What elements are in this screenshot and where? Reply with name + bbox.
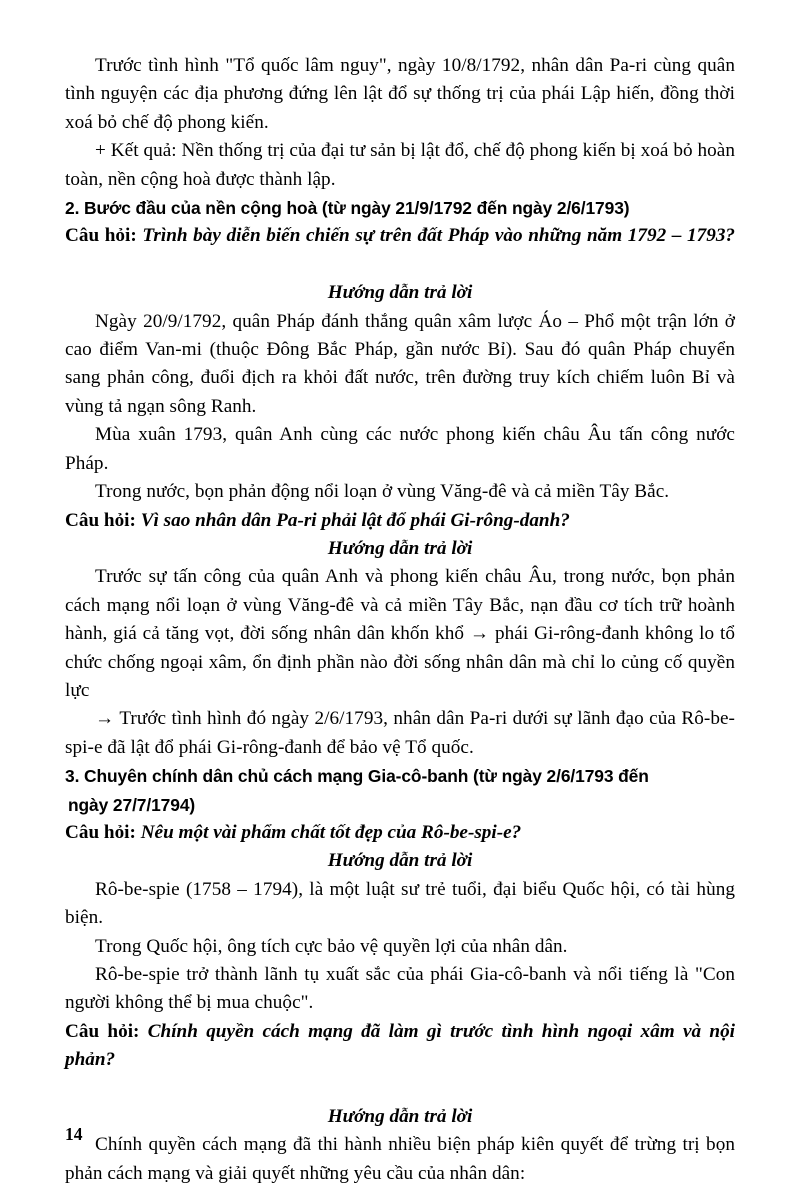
question-text: Trình bày diễn biến chiến sự trên đất Pháp vào những năm 1792 – 1793? <box>142 225 736 247</box>
paragraph-6: Trước sự tấn công của quân Anh và phong kiến châu Âu, trong nước, bọn phản cách mạng nổi loạn ở vùng Văng-đê và cả miền Tây Bắc, nạn đầu cơ tích trữ hoành hành, giá cả tăng vọt, đời sống nhân dân khốn khổ → phái Gi-rông-đanh không lo tổ chức chống ngoại xâm, ổn định phần nào đời sống nhân dân mà chỉ lo củng cố quyền lực <box>65 566 735 701</box>
question-3 <box>65 819 735 847</box>
paragraph-8: Rô-be-spie (1758 – 1794), là một luật sư trẻ tuổi, đại biểu Quốc hội, có tài hùng biện. <box>65 878 735 929</box>
section-heading-3 <box>65 762 735 790</box>
question-1 <box>65 222 735 279</box>
guide-label-2: Hướng dẫn trả lời <box>327 537 473 559</box>
question-text: Nêu một vài phẩm chất tốt đẹp của Rô-be-spi-e? <box>140 821 522 843</box>
guide-label-4: Hướng dẫn trả lời <box>327 1106 473 1128</box>
paragraph-9: Trong Quốc hội, ông tích cực bảo vệ quyền lợi của nhân dân. <box>95 935 568 957</box>
guide-label-1: Hướng dẫn trả lời <box>327 282 473 304</box>
paragraph-5: Trong nước, bọn phản động nổi loạn ở vùng Văng-đê và cả miền Tây Bắc. <box>95 481 670 503</box>
paragraph-2: + Kết quả: Nền thống trị của đại tư sản bị lật đổ, chế độ phong kiến bị xoá bỏ hoàn toàn, nền cộng hoà được thành lập. <box>65 140 735 190</box>
section-heading-3-line2: ngày 27/7/1794) <box>68 794 196 815</box>
question-4 <box>65 1018 735 1103</box>
section-heading-2: 2. Bước đầu của nền cộng hoà (từ ngày 21/9/1792 đến ngày 2/6/1793) <box>65 198 630 219</box>
guide-label-3: Hướng dẫn trả lời <box>327 850 473 872</box>
question-label: Câu hỏi: <box>65 1020 140 1042</box>
section-heading-3-continuation <box>65 791 735 819</box>
question-text: Vì sao nhân dân Pa-ri phải lật đổ phái Gi-rông-danh? <box>140 509 570 531</box>
section-heading-3-line1: 3. Chuyên chính dân chủ cách mạng Gia-cô-banh (từ ngày 2/6/1793 đến <box>65 766 649 787</box>
paragraph-10: Rô-be-spie trở thành lãnh tụ xuất sắc của phái Gia-cô-banh và nổi tiếng là "Con người không thể bị mua chuộc". <box>65 964 735 1014</box>
question-2 <box>65 507 735 535</box>
paragraph-3: Ngày 20/9/1792, quân Pháp đánh thắng quân xâm lược Áo – Phổ một trận lớn ở cao điểm Van-mi (thuộc Đông Bắc Pháp, gần nước Bỉ). Sau đó quân Pháp chuyển sang phản công, đuổi địch ra khỏi đất nước, trên đường truy kích chiếm luôn Bỉ và vùng tả ngạn sông Ranh. <box>65 310 735 417</box>
paragraph-11: Chính quyền cách mạng đã thi hành nhiều biện pháp kiên quyết để trừng trị bọn phản cách mạng và giải quyết những yêu cầu của nhân dân: <box>65 1134 735 1184</box>
page-content <box>65 52 735 1188</box>
paragraph-1: Trước tình hình "Tổ quốc lâm nguy", ngày 10/8/1792, nhân dân Pa-ri cùng quân tình nguyện các địa phương đứng lên lật đổ sự thống trị của phái Lập hiến, đồng thời xoá bỏ chế độ phong kiến. <box>65 55 735 133</box>
question-label: Câu hỏi: <box>65 821 136 843</box>
paragraph-7: → Trước tình hình đó ngày 2/6/1793, nhân dân Pa-ri dưới sự lãnh đạo của Rô-be-spi-e đã lật đổ phái Gi-rông-đanh để bảo vệ Tổ quốc. <box>65 708 735 758</box>
page-number: 14 <box>65 1124 83 1144</box>
paragraph-4: Mùa xuân 1793, quân Anh cùng các nước phong kiến châu Âu tấn công nước Pháp. <box>65 424 735 474</box>
question-text: Chính quyền cách mạng đã làm gì trước tình hình ngoại xâm và nội phản? <box>65 1020 735 1071</box>
question-label: Câu hỏi: <box>65 225 137 247</box>
question-label: Câu hỏi: <box>65 509 136 531</box>
